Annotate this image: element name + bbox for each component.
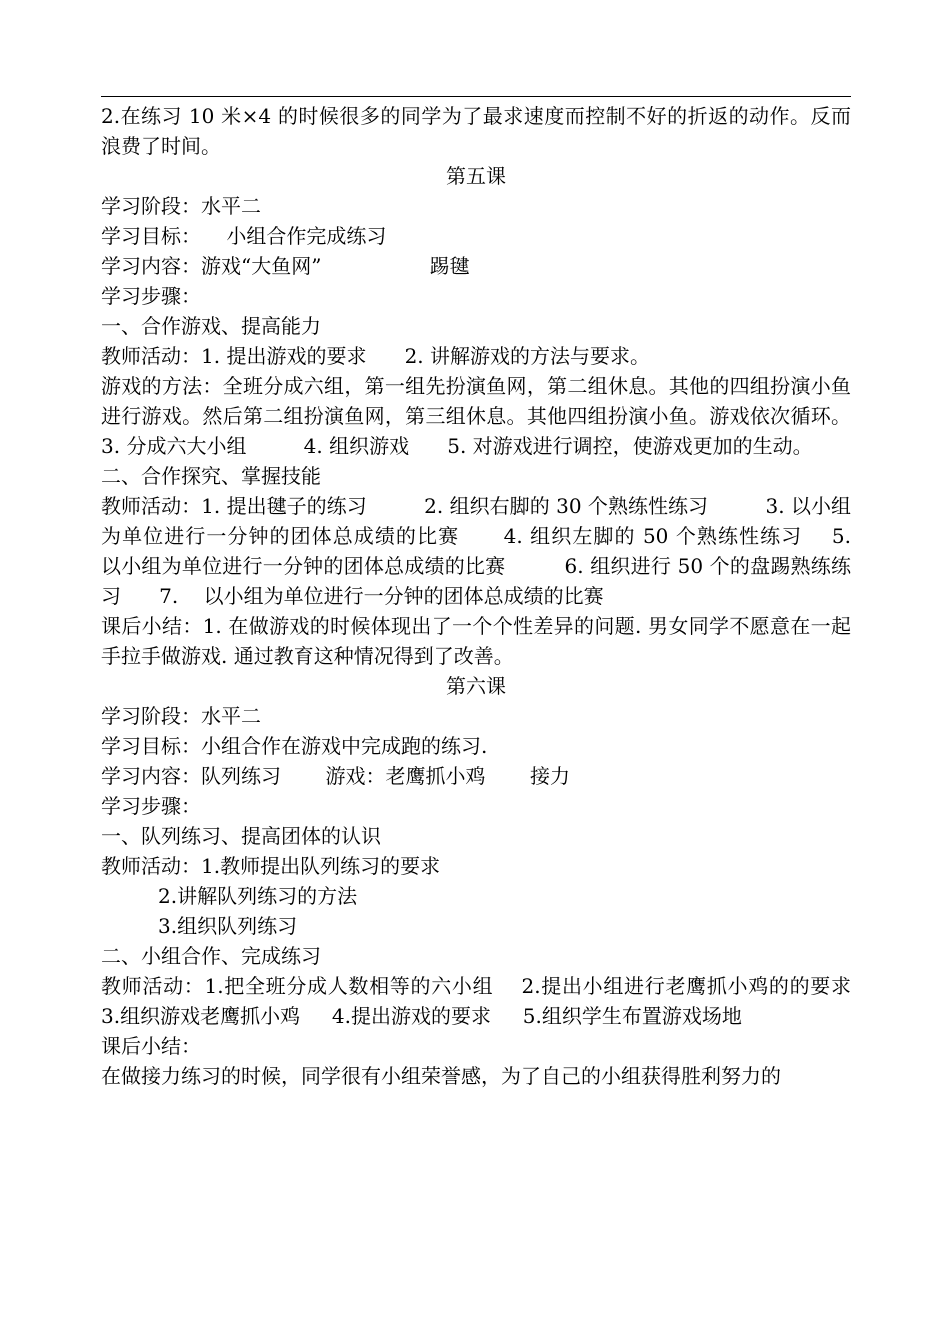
lesson-6-content: 学习内容：队列练习 游戏：老鹰抓小鸡 接力 [101, 764, 571, 788]
lesson-5-goal: 学习目标： 小组合作完成练习 [101, 224, 387, 248]
lesson-6-section-1-heading: 一、队列练习、提高团体的认识 [101, 824, 381, 848]
lesson-5-game-method: 游戏的方法：全班分成六组，第一组先扮演鱼网，第二组休息。其他的四组扮演小鱼进行游戏。然后第二组扮演鱼网，第三组休息。其他四组扮演小鱼。游戏依次循环。 3. 分成六大小组 4. 组织游戏 5. 对游戏进行调控，使游戏更加的生动。 [101, 374, 890, 458]
lesson-6-section-2-heading: 二、小组合作、完成练习 [101, 944, 321, 968]
lesson-5-section-1-heading: 一、合作游戏、提高能力 [101, 314, 321, 338]
lesson-5-teacher-activity-2: 教师活动：1. 提出毽子的练习 2. 组织右脚的 30 个熟练性练习 3. 以小组为单位进行一分钟的团体总成绩的比赛 4. 组织左脚的 50 个熟练性练习 5. 以小组为单位进行一分钟的团体总成绩的比赛 6. 组织进行 50 个的盘踢熟练练习 7. 以小组为单位进行一分钟的团体总成绩的比赛 [101, 494, 877, 608]
lesson-6-activity-step-2: 2.讲解队列练习的方法 [158, 884, 358, 908]
lesson-6-activity-step-3: 3.组织队列练习 [158, 914, 298, 938]
lesson-6-steps-heading: 学习步骤： [101, 794, 201, 818]
paragraph-lesson4-note-2: 2.在练习 10 米×4 的时候很多的同学为了最求速度而控制不好的折返的动作。反而浪费了时间。 [101, 104, 851, 158]
lesson-6-stage: 学习阶段：水平二 [101, 704, 261, 728]
lesson-6-teacher-activity-1: 教师活动：1.教师提出队列练习的要求 [101, 854, 441, 878]
lesson-5-title: 第五课 [446, 164, 506, 188]
document-page [101, 96, 902, 1091]
lesson-6-teacher-activity-2: 教师活动：1.把全班分成人数相等的六小组 2.提出小组进行老鹰抓小鸡的的要求 3.组织游戏老鹰抓小鸡 4.提出游戏的要求 5.组织学生布置游戏场地 [101, 974, 902, 1028]
lesson-5-stage: 学习阶段：水平二 [101, 194, 261, 218]
document-body [101, 101, 902, 1091]
header-rule [101, 96, 851, 97]
lesson-5-steps-heading: 学习步骤： [101, 284, 201, 308]
lesson-6-summary-text: 在做接力练习的时候，同学很有小组荣誉感，为了自己的小组获得胜利努力的 [101, 1064, 781, 1088]
lesson-5-section-2-heading: 二、合作探究、掌握技能 [101, 464, 321, 488]
lesson-6-goal: 学习目标：小组合作在游戏中完成跑的练习. [101, 734, 488, 758]
lesson-6-summary-heading: 课后小结： [101, 1034, 201, 1058]
lesson-5-teacher-activity-1: 教师活动：1. 提出游戏的要求 2. 讲解游戏的方法与要求。 [101, 344, 651, 368]
lesson-5-summary: 课后小结：1. 在做游戏的时候体现出了一个个性差异的问题. 男女同学不愿意在一起手拉手做游戏. 通过教育这种情况得到了改善。 [101, 614, 851, 668]
lesson-5-content: 学习内容：游戏“大鱼网” 踢毽 [101, 254, 470, 278]
lesson-6-title: 第六课 [446, 674, 506, 698]
